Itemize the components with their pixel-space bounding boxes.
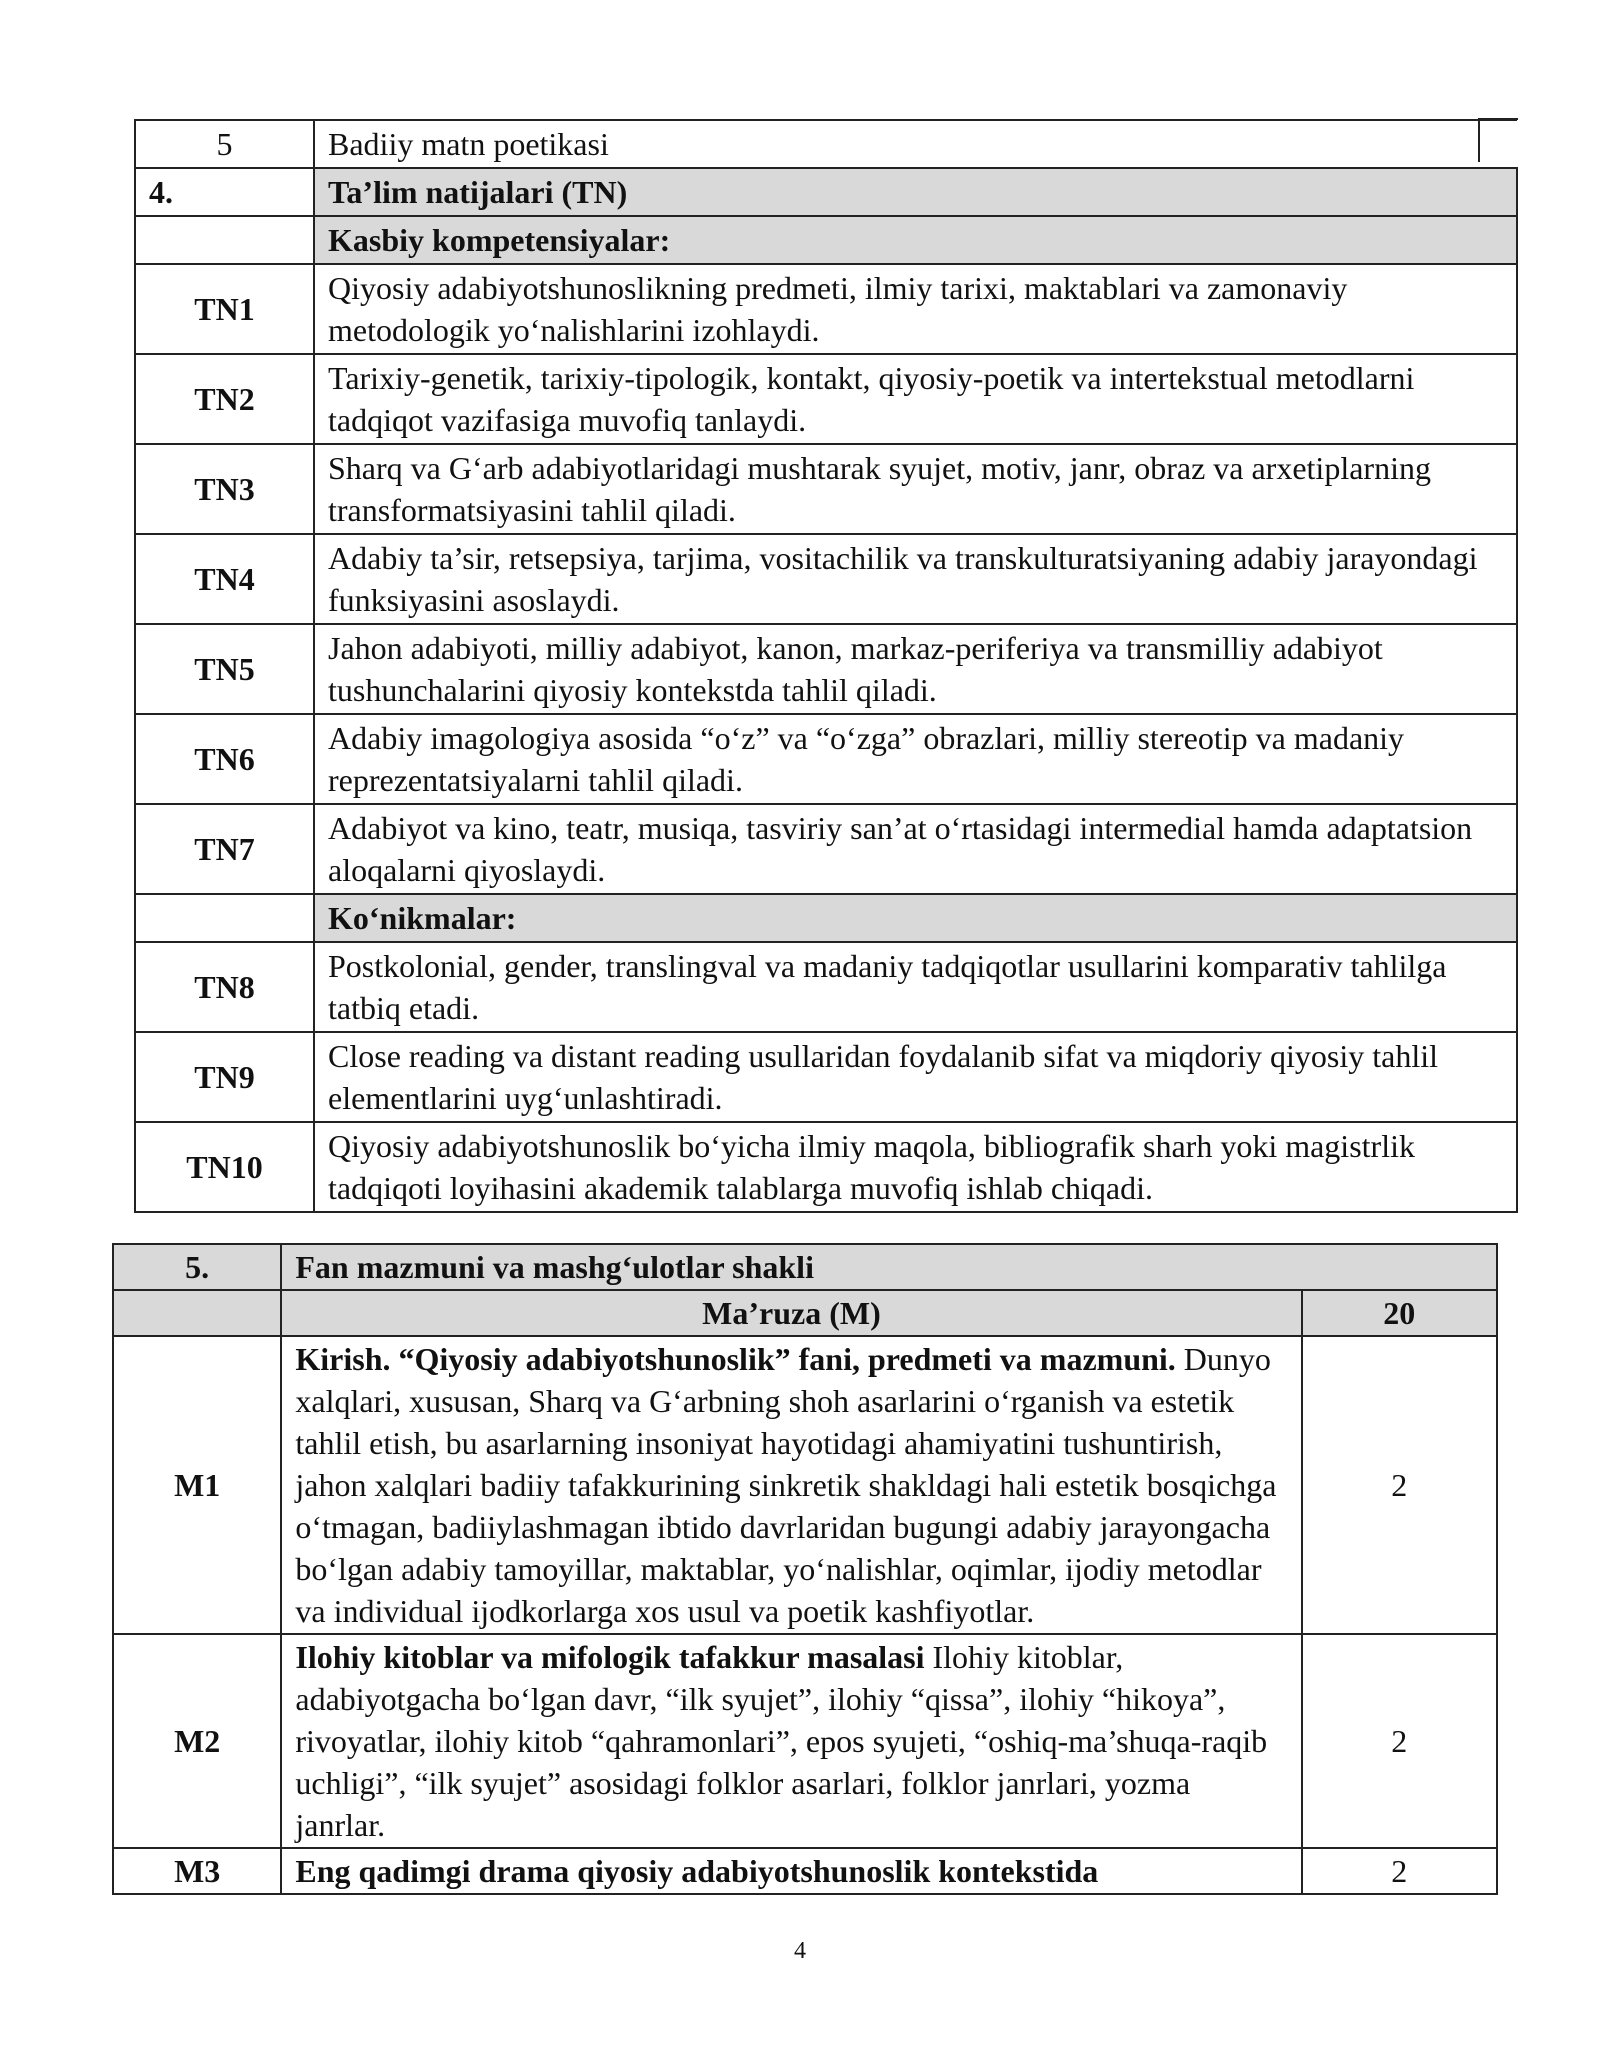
group-title-skills: Ko‘nikmalar: [314,894,1517,942]
lecture-text: Dunyo xalqlari, xususan, Sharq va G‘arbning shoh asarlarini o‘rganish va estetik tahlil etish, bu asarlarning insoniyat hayotidagi ahamiyatini tushuntirish, jahon xalqlari badiiy tafakkurining sinkretik shakldagi hali estetik bosqichga o‘tmagan, badiiylashmagan ibtido davrlaridan bugungi adabiy jarayongacha bo‘lgan adabiy tamoyillar, maktablar, yo‘nalishlar, oqimlar, ijodiy metodlar va individual ijodkorlarga xos usul va poetik kashfiyotlar. [295,1341,1277,1629]
row-text: Badiiy matn poetikasi [314,120,1517,168]
lecture-hours: 2 [1302,1634,1497,1848]
section-header-row [113,1244,1497,1290]
outcome-text: Qiyosiy adabiyotshunoslik bo‘yicha ilmiy maqola, bibliografik sharh yoki magistrlik tadqiqoti loyihasini akademik talablarga muvofiq ishlab chiqadi. [314,1122,1517,1212]
outcome-text: Adabiy ta’sir, retsepsiya, tarjima, vositachilik va transkulturatsiyaning adabiy jarayondagi funksiyasini asoslaydi. [314,534,1517,624]
row-number: 5 [135,120,314,168]
outcome-code: TN7 [135,804,314,894]
lecture-hours: 2 [1302,1848,1497,1894]
section-title: Ta’lim natijalari (TN) [314,168,1517,216]
outcome-code: TN4 [135,534,314,624]
table-row [135,942,1517,1032]
lecture-content [281,1634,1301,1848]
table-row [135,534,1517,624]
lecture-content [281,1848,1301,1894]
table-row [135,1122,1517,1212]
outcome-code: TN5 [135,624,314,714]
lecture-code: M2 [113,1634,281,1848]
outcome-code: TN1 [135,264,314,354]
outcome-code: TN6 [135,714,314,804]
outcome-code: TN10 [135,1122,314,1212]
lecture-content [281,1336,1301,1634]
outcome-text: Sharq va G‘arb adabiyotlaridagi mushtarak syujet, motiv, janr, obraz va arxetiplarning transformatsiyasini tahlil qiladi. [314,444,1517,534]
outcome-text: Jahon adabiyoti, milliy adabiyot, kanon, markaz-periferiya va transmilliy adabiyot tushunchalarini qiyosiy kontekstda tahlil qiladi. [314,624,1517,714]
lecture-total-hours: 20 [1302,1290,1497,1336]
outcome-code: TN3 [135,444,314,534]
table-row [135,120,1517,168]
lecture-title: Ilohiy kitoblar va mifologik tafakkur masalasi [295,1639,925,1675]
empty-cell [135,894,314,942]
outcome-text: Close reading va distant reading usullaridan foydalanib sifat va miqdoriy qiyosiy tahlil elementlarini uyg‘unlashtiradi. [314,1032,1517,1122]
page-number: 4 [794,1938,806,1964]
group-header-row [135,894,1517,942]
empty-cell [135,216,314,264]
table-row [113,1336,1497,1634]
section-title: Fan mazmuni va mashg‘ulotlar shakli [281,1244,1497,1290]
table-row [113,1634,1497,1848]
outcome-text: Adabiyot va kino, teatr, musiqa, tasviriy san’at o‘rtasidagi intermedial hamda adaptatsion aloqalarni qiyoslaydi. [314,804,1517,894]
course-content-table [112,1243,1498,1895]
outcome-code: TN2 [135,354,314,444]
learning-outcomes-table [134,119,1518,1213]
table-row [135,264,1517,354]
table-row [135,804,1517,894]
outcome-code: TN9 [135,1032,314,1122]
outcome-text: Tarixiy-genetik, tarixiy-tipologik, kontakt, qiyosiy-poetik va intertekstual metodlarni tadqiqot vazifasiga muvofiq tanlaydi. [314,354,1517,444]
table-row [135,714,1517,804]
section-header-row [135,168,1517,216]
outcome-code: TN8 [135,942,314,1032]
lecture-title: Kirish. “Qiyosiy adabiyotshunoslik” fani, predmeti va mazmuni. [295,1341,1176,1377]
outcome-text: Qiyosiy adabiyotshunoslikning predmeti, ilmiy tarixi, maktablari va zamonaviy metodologik yo‘nalishlarini izohlaydi. [314,264,1517,354]
subheader-row [113,1290,1497,1336]
empty-cell [113,1290,281,1336]
lecture-text: Ilohiy kitoblar, adabiyotgacha bo‘lgan davr, “ilk syujet”, ilohiy “qissa”, ilohiy “hikoya”, rivoyatlar, ilohiy kitob “qahramonlari”, epos syujeti, “oshiq-ma’shuqa-raqib uchligi”, “ilk syujet” asosidagi folklor asarlari, folklor janrlari, yozma janrlar. [295,1639,1268,1843]
table-row [135,624,1517,714]
group-header-row [135,216,1517,264]
table-row [135,444,1517,534]
lecture-title: Eng qadimgi drama qiyosiy adabiyotshunoslik kontekstida [295,1853,1099,1889]
lecture-hours: 2 [1302,1336,1497,1634]
outcome-text: Adabiy imagologiya asosida “o‘z” va “o‘zga” obrazlari, milliy stereotip va madaniy reprezentatsiyalarni tahlil qiladi. [314,714,1517,804]
table-row [113,1848,1497,1894]
table-row [135,1032,1517,1122]
table-row [135,354,1517,444]
outcome-text: Postkolonial, gender, translingval va madaniy tadqiqotlar usullarini komparativ tahlilga tatbiq etadi. [314,942,1517,1032]
group-title-competencies: Kasbiy kompetensiyalar: [314,216,1517,264]
lecture-code: M1 [113,1336,281,1634]
section-number: 4. [135,168,314,216]
section-number: 5. [113,1244,281,1290]
lecture-header: Ma’ruza (M) [281,1290,1301,1336]
lecture-code: M3 [113,1848,281,1894]
